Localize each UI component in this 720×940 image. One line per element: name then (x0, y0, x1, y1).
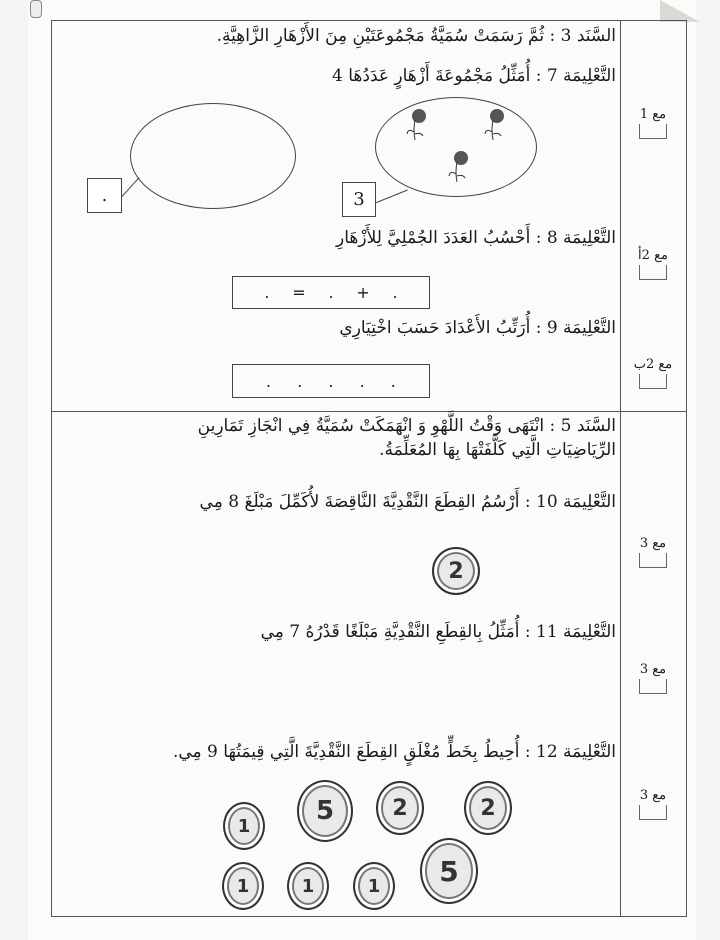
slot: . (297, 372, 303, 391)
coin-value: 1 (367, 875, 381, 897)
empty-count-box[interactable] (87, 178, 122, 213)
criterion-box[interactable] (633, 248, 673, 280)
empty-count: . (101, 185, 108, 206)
flower-icon (405, 108, 427, 142)
sanad-5-line1: السَّنَد 5 : انْتَهَى وَقْتُ اللَّهْوِ وَ انْهَمَكَتْ سُمَيَّةُ فِي انْجَازِ تَمَارِينِ (197, 416, 616, 436)
coin-1[interactable] (222, 862, 264, 910)
criterion-box[interactable] (633, 107, 673, 139)
flower-icon (483, 108, 505, 142)
criterion-label: مع 3 (639, 662, 667, 677)
flower-count-box (342, 182, 376, 217)
sanad-3: السَّنَد 3 : ثُمَّ رَسَمَتْ سُمَيَّةُ مَجْمُوعَتَيْنِ مِنَ الأَزْهَارِ الزَّاهِيَّةِ. (216, 26, 616, 46)
coin-value: 1 (301, 875, 315, 897)
slot: . (390, 372, 396, 391)
coin-value: 1 (237, 815, 251, 837)
coin-value: 2 (392, 795, 408, 821)
coin-value: 5 (315, 796, 335, 826)
criterion-label: مع 3 (639, 536, 667, 551)
coin-5[interactable] (297, 780, 353, 842)
criterion-box[interactable] (633, 662, 673, 694)
coin-2[interactable] (464, 781, 512, 835)
slot: . (328, 283, 334, 302)
coin-2[interactable] (376, 781, 424, 835)
score-bracket[interactable] (639, 805, 667, 820)
order-answer-box[interactable] (232, 364, 430, 398)
flower-count: 3 (353, 189, 365, 210)
task-8: التَّعْلِيمَة 8 : أَحْسُبُ العَدَدَ الجُمْلِيَّ لِلأَزْهَارِ (336, 228, 616, 248)
slot: . (264, 283, 270, 302)
task-9: التَّعْلِيمَة 9 : أُرَتِّبُ الأَعْدَادَ حَسَبَ اخْتِيَارِي (339, 318, 616, 338)
task-7: التَّعْلِيمَة 7 : أُمَثِّلُ مَجْمُوعَةَ أَزْهَارٍ عَدَدُهَا 4 (332, 66, 616, 86)
criterion-label: مع 1 (639, 107, 667, 122)
criterion-label: مع 2أ (638, 248, 668, 263)
score-bracket[interactable] (639, 679, 667, 694)
coin-value: 5 (439, 854, 459, 888)
criterion-box[interactable] (633, 536, 673, 568)
score-bracket[interactable] (639, 553, 667, 568)
task-11: التَّعْلِيمَة 11 : أُمَثِّلُ بِالقِطَعِ النَّقْدِيَّةِ مَبْلَغًا قَدْرُهُ 7 مِي (260, 622, 616, 642)
coin-1[interactable] (223, 802, 265, 850)
slot: . (328, 372, 334, 391)
sanad-5-line2: الرِّيَاضِيَاتِ الَّتِي كَلَّفَتْهَا بِهَا المُعَلِّمَةُ. (379, 440, 616, 460)
section-divider (51, 411, 687, 412)
slot: + (356, 283, 370, 302)
criterion-label: مع 3 (639, 788, 667, 803)
coin-5[interactable] (420, 838, 478, 904)
slot: = (292, 283, 306, 302)
coin-1[interactable] (353, 862, 395, 910)
slot: . (266, 372, 272, 391)
task-10: التَّعْلِيمَة 10 : أَرْسُمُ القِطَعَ النَّقْدِيَّةَ النَّاقِصَةَ لأُكَمِّلَ مَبْلَغَ 8 مِي (199, 492, 616, 512)
slot: . (392, 283, 398, 302)
score-bracket[interactable] (639, 124, 667, 139)
pin-icon (30, 0, 42, 18)
page-curl (660, 0, 700, 22)
sum-answer-box[interactable] (232, 276, 430, 309)
criterion-box[interactable] (633, 357, 673, 389)
coin-1[interactable] (287, 862, 329, 910)
flower-icon (447, 150, 469, 184)
coin-value: 1 (236, 875, 250, 897)
empty-set-ellipse[interactable] (130, 103, 296, 209)
coin-2 (432, 547, 480, 595)
score-bracket[interactable] (639, 265, 667, 280)
criterion-box[interactable] (633, 788, 673, 820)
criterion-label: مع 2ب (633, 357, 673, 372)
coin-value: 2 (448, 558, 464, 584)
coin-value: 2 (480, 795, 496, 821)
score-column (620, 20, 688, 917)
score-bracket[interactable] (639, 374, 667, 389)
slot: . (359, 372, 365, 391)
task-12: التَّعْلِيمَة 12 : أُحِيطُ بِخَطٍّ مُغْلَقٍ القِطَعَ النَّقْدِيَّةَ الَّتِي قِيمَتُهَا 9 مِي. (172, 742, 616, 762)
